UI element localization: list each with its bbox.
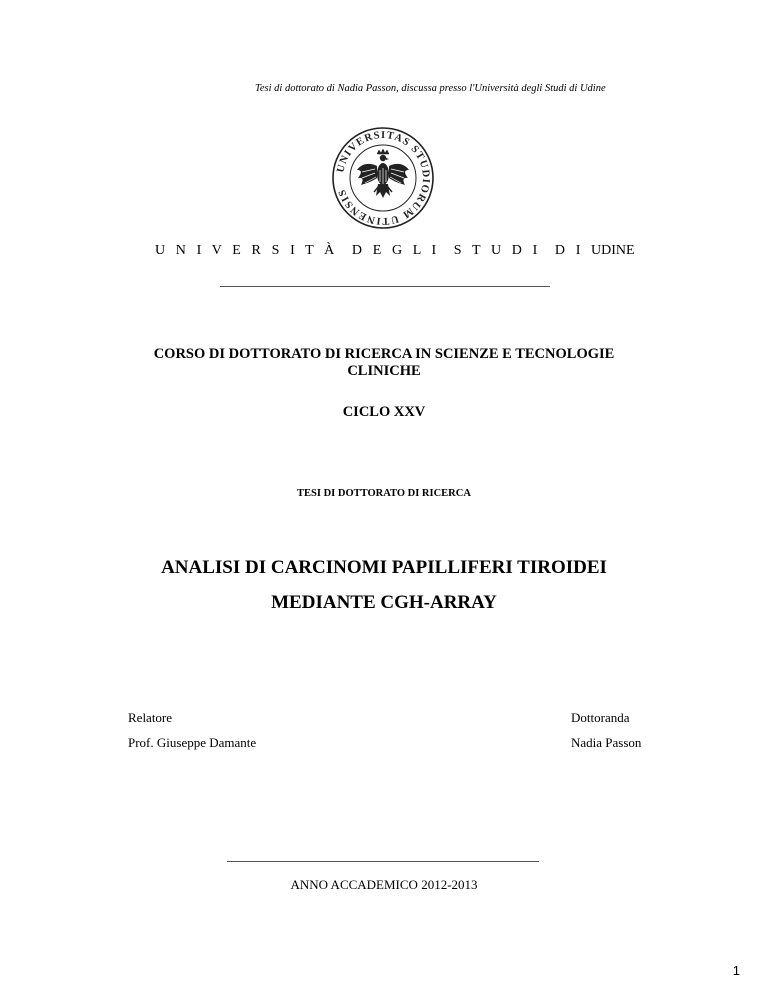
- university-seal: [331, 126, 435, 230]
- seal-ring-text: UNIVERSITAS STUDIORUM UTINENSIS: [335, 129, 432, 227]
- university-seal-eagle-icon: [331, 126, 435, 230]
- thesis-label: TESI DI DOTTORATO DI RICERCA: [297, 488, 471, 499]
- divider-top: [220, 286, 550, 287]
- thesis-title-line-1: ANALISI DI CARCINOMI PAPILLIFERI TIROIDEI: [161, 557, 607, 578]
- university-word-1: U N I V E R S I T À: [155, 243, 338, 258]
- page-number: 1: [732, 963, 740, 978]
- course-title-line-1: CORSO DI DOTTORATO DI RICERCA IN SCIENZE E TECNOLOGIE: [153, 346, 615, 362]
- academic-year: ANNO ACCADEMICO 2012-2013: [290, 877, 478, 892]
- thesis-title-line-2: MEDIANTE CGH-ARRAY: [271, 592, 497, 613]
- course-cycle: CICLO XXV: [342, 404, 426, 420]
- course-title-line-2: CLINICHE: [347, 363, 421, 379]
- divider-bottom: [227, 861, 539, 862]
- candidate-label: Dottoranda: [571, 710, 630, 725]
- university-word-3: S T U D I: [453, 243, 541, 258]
- advisor-label: Relatore: [128, 710, 173, 725]
- university-name: [155, 243, 635, 259]
- advisor-name: Prof. Giuseppe Damante: [128, 735, 257, 750]
- university-word-5: UDINE: [590, 243, 635, 258]
- course-title: [0, 346, 768, 380]
- university-word-4: D I: [554, 243, 584, 258]
- header-note: Tesi di dottorato di Nadia Passon, discussa presso l'Università degli Studi di Udine: [255, 83, 606, 94]
- university-word-2: D E G L I: [351, 243, 440, 258]
- candidate-name: Nadia Passon: [571, 735, 642, 750]
